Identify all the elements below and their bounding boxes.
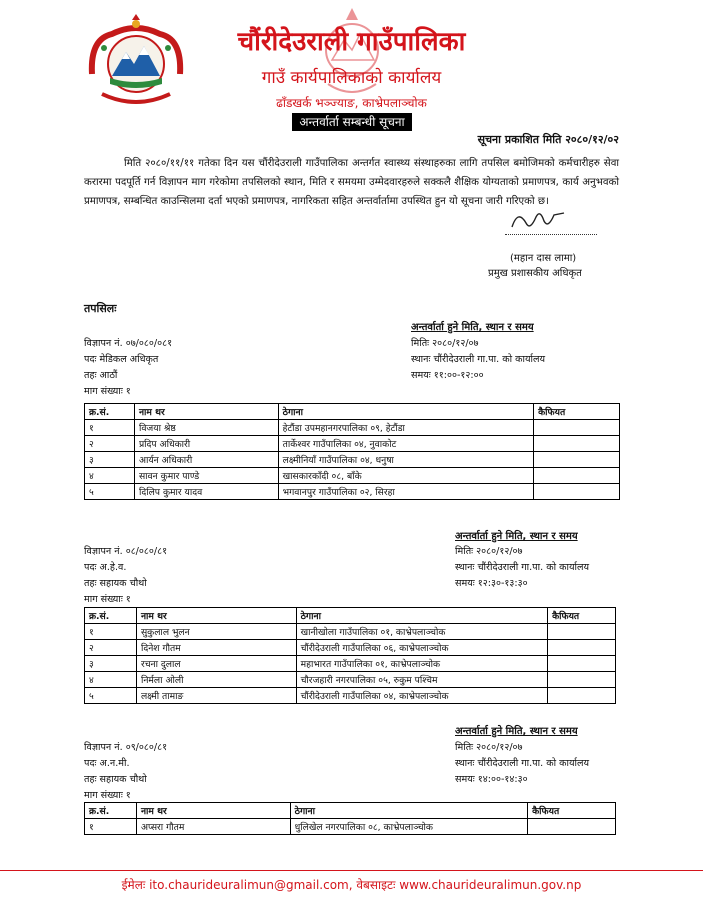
cell-address: लक्ष्मीनियाँ गाउँपालिका ०४, धनुषा [278, 452, 533, 468]
ad-details [84, 544, 167, 608]
cell-sn: ३ [85, 452, 135, 468]
header-address: ठेगाना [296, 608, 547, 624]
ad-details [84, 336, 172, 400]
cell-address: चौंरीदेउराली गाउँपालिका ०६, काभ्रेपलाञ्चोक [296, 640, 547, 656]
ad-number: विज्ञापन नं. ०७/०८०/०८१ [84, 338, 173, 349]
header-sn: क्र.सं. [85, 404, 135, 420]
interview-date: मितिः २०८०/१२/०७ [455, 742, 523, 753]
cell-remarks [548, 688, 616, 704]
interview-place: स्थानः चौंरीदेउराली गा.पा. को कार्यालय [411, 354, 546, 365]
table-row [85, 640, 616, 656]
table-row [85, 468, 620, 484]
ad-number: विज्ञापन नं. ०८/०८०/८१ [84, 546, 168, 557]
cell-address: चौरजहारी नगरपालिका ०५, रुकुम पश्चिम [296, 672, 547, 688]
interview-time: समयः १२:३०-१३:३० [455, 578, 528, 589]
cell-remarks [534, 484, 620, 500]
cell-remarks [534, 452, 620, 468]
post: पदः अ.न.मी. [84, 758, 130, 769]
table-row [85, 672, 616, 688]
cell-sn: ३ [85, 656, 137, 672]
cell-address: भगवानपुर गाउँपालिका ०२, सिरहा [278, 484, 533, 500]
cell-name: आर्यन अधिकारी [134, 452, 278, 468]
interview-details [411, 336, 545, 384]
cell-name: प्रदिप अधिकारी [134, 436, 278, 452]
cell-sn: ५ [85, 484, 135, 500]
ad-details [84, 740, 167, 804]
cell-sn: ५ [85, 688, 137, 704]
cell-remarks [548, 640, 616, 656]
cell-address: धुलिखेल नगरपालिका ०८, काभ्रेपलाञ्चोक [290, 819, 528, 835]
cell-sn: ४ [85, 468, 135, 484]
interview-details [455, 740, 589, 788]
cell-name: दिलिप कुमार यादव [134, 484, 278, 500]
cell-address: तार्केश्वर गाउँपालिका ०४, नुवाकोट [278, 436, 533, 452]
notice-body [84, 154, 619, 211]
tapsil-label: तपसिलः [84, 302, 117, 315]
cell-address: चौंरीदेउराली गाउँपालिका ०४, काभ्रेपलाञ्चोक [296, 688, 547, 704]
table-row [85, 420, 620, 436]
header-remarks: कैफियत [534, 404, 620, 420]
interview-date: मितिः २०८०/१२/०७ [411, 338, 479, 349]
cell-address: महाभारत गाउँपालिका ०१, काभ्रेपलाञ्चोक [296, 656, 547, 672]
interview-heading: अन्तर्वार्ता हुने मिति, स्थान र समय [411, 322, 534, 333]
ad-number: विज्ञापन नं. ०९/०८०/८१ [84, 742, 168, 753]
level: तहः सहायक चौथो [84, 578, 147, 589]
table-row [85, 484, 620, 500]
interview-date: मितिः २०८०/१२/०७ [455, 546, 523, 557]
interview-place: स्थानः चौंरीदेउराली गा.पा. को कार्यालय [455, 758, 590, 769]
table-header-row [85, 608, 616, 624]
interview-time: समयः ११:००-१२:०० [411, 370, 484, 381]
candidate-table [84, 403, 620, 500]
cell-sn: १ [85, 624, 137, 640]
municipality-name: चौंरीदेउराली गाउँपालिका [237, 27, 466, 57]
cell-sn: १ [85, 819, 137, 835]
cell-name: दिनेश गौतम [136, 640, 296, 656]
header-address: ठेगाना [278, 404, 533, 420]
header-name: नाम थर [136, 608, 296, 624]
header-name: नाम थर [136, 803, 290, 819]
table-row [85, 656, 616, 672]
cell-remarks [548, 624, 616, 640]
interview-heading: अन्तर्वार्ता हुने मिति, स्थान र समय [455, 531, 578, 542]
table-row [85, 452, 620, 468]
table-header-row [85, 404, 620, 420]
interview-place: स्थानः चौंरीदेउराली गा.पा. को कार्यालय [455, 562, 590, 573]
table-row [85, 688, 616, 704]
header-remarks: कैफियत [528, 803, 616, 819]
cell-name: रचना दुलाल [136, 656, 296, 672]
cell-sn: १ [85, 420, 135, 436]
signatory-title: प्रमुख प्रशासकीय अधिकृत [488, 268, 582, 279]
cell-name: अप्सरा गौतम [136, 819, 290, 835]
cell-address: खानीखोला गाउँपालिका ०१, काभ्रेपलाञ्चोक [296, 624, 547, 640]
cell-remarks [534, 468, 620, 484]
cell-sn: २ [85, 640, 137, 656]
cell-name: विजया श्रेष्ठ [134, 420, 278, 436]
cell-remarks [548, 672, 616, 688]
cell-remarks [528, 819, 616, 835]
header-address: ठेगाना [290, 803, 528, 819]
cell-sn: २ [85, 436, 135, 452]
candidate-table [84, 607, 616, 704]
candidate-table [84, 802, 616, 835]
post: पदः मेडिकल अधिकृत [84, 354, 159, 365]
cell-address: खासकारकाँदी ०८, बाँके [278, 468, 533, 484]
cell-name: सुकुलाल भुलन [136, 624, 296, 640]
demand-count: माग संख्याः १ [84, 386, 131, 397]
interview-details [455, 544, 589, 592]
signature-line [505, 234, 597, 235]
cell-name: सावन कुमार पाण्डे [134, 468, 278, 484]
level: तहः सहायक चौथो [84, 774, 147, 785]
demand-count: माग संख्याः १ [84, 790, 131, 801]
notice-title: अन्तर्वार्ता सम्बन्धी सूचना [292, 113, 412, 131]
cell-address: हेटौंडा उपमहानगरपालिका ०९, हेटौंडा [278, 420, 533, 436]
level: तहः आठौं [84, 370, 118, 381]
table-header-row [85, 803, 616, 819]
interview-heading: अन्तर्वार्ता हुने मिति, स्थान र समय [455, 726, 578, 737]
cell-sn: ४ [85, 672, 137, 688]
published-date: सूचना प्रकाशित मिति २०८०/१२/०२ [477, 133, 619, 146]
footer-contact: ईमेलः ito.chaurideuralimun@gmail.com, वेबसाइटः www.chaurideuralimun.gov.np [121, 878, 582, 892]
header-name: नाम थर [134, 404, 278, 420]
signature-mark [508, 205, 568, 235]
demand-count: माग संख्याः १ [84, 594, 131, 605]
table-row [85, 436, 620, 452]
table-row [85, 624, 616, 640]
post: पदः अ.हे.व. [84, 562, 127, 573]
table-row [85, 819, 616, 835]
cell-name: लक्ष्मी तामाङ [136, 688, 296, 704]
cell-remarks [548, 656, 616, 672]
signatory-name: (महान दास लामा) [510, 253, 577, 264]
cell-name: निर्मला ओली [136, 672, 296, 688]
cell-remarks [534, 436, 620, 452]
interview-time: समयः १४:००-१४:३० [455, 774, 528, 785]
header-sn: क्र.सं. [85, 803, 137, 819]
cell-remarks [534, 420, 620, 436]
header-sn: क्र.सं. [85, 608, 137, 624]
office-name: गाउँ कार्यपालिकाको कार्यालय [261, 68, 442, 88]
notice-body-text: मिति २०८०/११/११ गतेका दिन यस चौंरीदेउराली गाउँपालिका अन्तर्गत स्वास्थ्य संस्थाहरुका लागि तपसिल बमोजिमको कर्मचारीहरु सेवा करारमा पदपूर्ति गर्न विज्ञापन माग गरेकोमा तपसिलको स्थान, मिति र समयमा उम्मेदवारहरुले सक्कलै शैक्षिक योग्यताको प्रमाणपत्र, कार्य अनुभवको प्रमाणपत्र, सम्बन्धित काउन्सिलमा दर्ता भएको प्रमाणपत्र, नागरिकता सहित अन्तर्वार्तामा उपस्थित हुन यो सूचना जारी गरिएको छ। [84, 158, 619, 207]
footer-divider [0, 870, 703, 871]
header-remarks: कैफियत [548, 608, 616, 624]
office-address: ढाँडखर्क भञ्ज्याङ, काभ्रेपलाञ्चोक [276, 96, 427, 110]
